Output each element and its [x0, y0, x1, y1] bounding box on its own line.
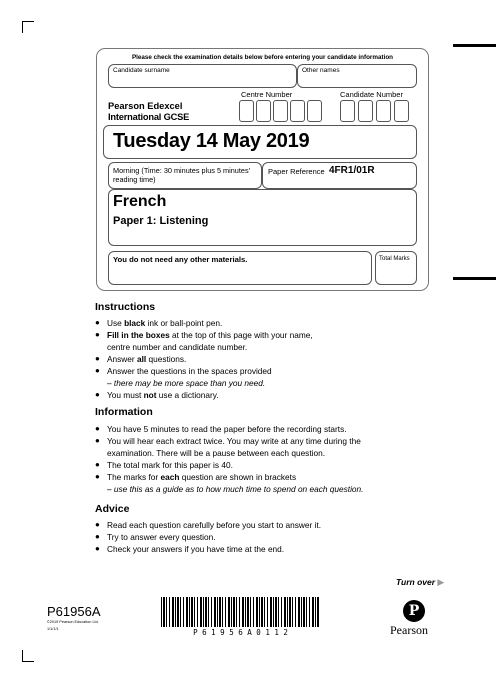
information-item-3: ● The total mark for this paper is 40.	[95, 459, 425, 471]
candidate-number-digit-1[interactable]	[340, 100, 355, 122]
candidate-number-digit-2[interactable]	[358, 100, 373, 122]
other-names-field[interactable]	[297, 64, 417, 88]
information-heading: Information	[95, 406, 153, 418]
paper-code: P61956A	[47, 604, 101, 619]
instruction-item-4-continued: – there may be more space than you need.	[107, 378, 266, 388]
other-names-label: Other names	[302, 67, 340, 74]
check-notice: Please check the examination details below before entering your candidate information	[131, 54, 394, 61]
exam-date: Tuesday 14 May 2019	[113, 130, 310, 152]
exam-date-box	[103, 125, 417, 159]
session-box	[108, 162, 262, 189]
information-item-2-continued: examination. There will be a pause between each question.	[107, 448, 326, 458]
information-item-2: ● You will hear each extract twice. You may write at any time during the	[95, 435, 425, 447]
centre-number-label: Centre Number	[241, 90, 293, 99]
barcode	[161, 597, 320, 627]
qualification: International GCSE	[108, 112, 190, 122]
subject-title: French	[113, 193, 167, 210]
crop-mark-top-left-vertical	[22, 21, 23, 33]
information-item-4-continued: – use this as a guide as to how much time to spend on each question.	[107, 484, 364, 494]
turn-over	[396, 577, 444, 588]
instruction-item-2-continued: centre number and candidate number.	[107, 342, 248, 352]
barcode-text: P 6 1 9 5 6 A 0 1 1 2	[193, 628, 288, 637]
total-marks-box	[375, 251, 417, 285]
publisher-name: Pearson	[390, 623, 428, 637]
centre-number-digit-1[interactable]	[239, 100, 254, 122]
information-item-4: ● The marks for each question are shown in brackets	[95, 471, 425, 483]
instruction-item-5: ● You must not use a dictionary.	[95, 389, 425, 401]
paper-reference: 4FR1/01R	[329, 165, 375, 176]
exam-board: Pearson Edexcel	[108, 101, 183, 111]
instruction-item-1: ● Use black ink or ball-point pen.	[95, 317, 425, 329]
pearson-logo-icon: P	[403, 600, 425, 622]
centre-number-digit-5[interactable]	[307, 100, 322, 122]
advice-item-2: ● Try to answer every question.	[95, 531, 425, 543]
candidate-number-label: Candidate Number	[340, 90, 403, 99]
edge-tab-top	[453, 44, 496, 47]
materials-note: You do not need any other materials.	[113, 255, 248, 264]
advice-list	[95, 519, 425, 555]
candidate-number-digit-3[interactable]	[376, 100, 391, 122]
instruction-item-2: ● Fill in the boxes at the top of this page with your name,	[95, 329, 425, 341]
turn-over-label: Turn over	[396, 577, 436, 587]
paper-reference-box	[262, 162, 417, 189]
centre-number-digit-3[interactable]	[273, 100, 288, 122]
candidate-surname-field[interactable]	[108, 64, 297, 88]
edition-code: 1/1/1/1	[47, 627, 59, 631]
instructions-heading: Instructions	[95, 301, 156, 313]
candidate-surname-label: Candidate surname	[113, 67, 170, 74]
candidate-number-digit-4[interactable]	[394, 100, 409, 122]
instructions-list	[95, 317, 425, 401]
instruction-item-4: ● Answer the questions in the spaces provided	[95, 365, 425, 377]
paper-title: Paper 1: Listening	[113, 215, 209, 227]
information-list	[95, 423, 425, 495]
centre-number-digit-4[interactable]	[290, 100, 305, 122]
crop-mark-bottom-left-horizontal	[22, 661, 34, 662]
information-item-1: ● You have 5 minutes to read the paper before the recording starts.	[95, 423, 425, 435]
subject-box	[108, 189, 417, 246]
copyright-notice: ©2019 Pearson Education Ltd.	[47, 620, 99, 624]
paper-reference-label: Paper Reference	[268, 167, 325, 176]
instruction-item-3: ● Answer all questions.	[95, 353, 425, 365]
advice-heading: Advice	[95, 503, 130, 515]
advice-item-1: ● Read each question carefully before you start to answer it.	[95, 519, 425, 531]
advice-item-3: ● Check your answers if you have time at the end.	[95, 543, 425, 555]
total-marks-label: Total Marks	[379, 256, 410, 262]
crop-mark-top-left-horizontal	[22, 21, 34, 22]
session-time: Morning (Time: 30 minutes plus 5 minutes' reading time)	[113, 166, 250, 184]
centre-number-digit-2[interactable]	[256, 100, 271, 122]
materials-box	[108, 251, 372, 285]
edge-tab-bottom	[453, 277, 496, 280]
arrow-right-icon: ▶	[437, 577, 445, 587]
crop-mark-bottom-left-vertical	[22, 650, 23, 662]
